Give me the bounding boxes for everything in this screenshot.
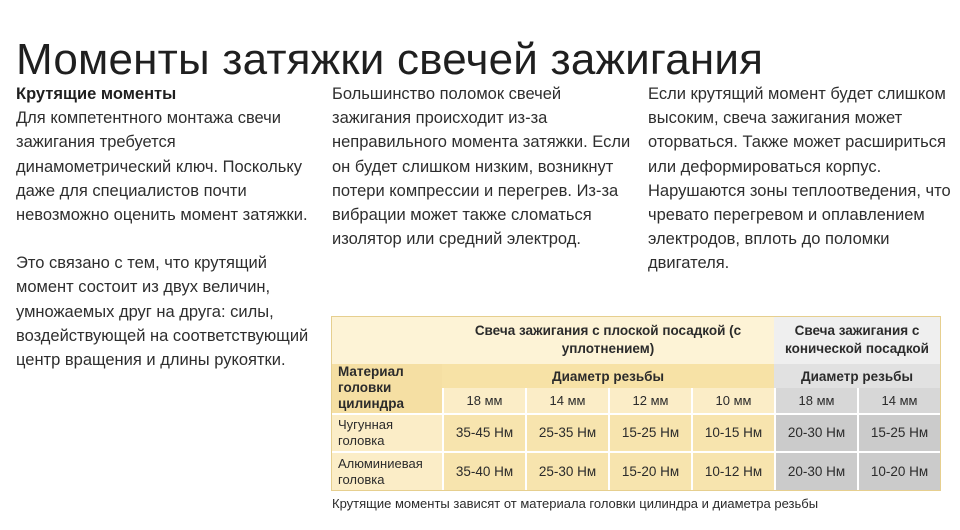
table-cell: 10-15 Нм	[691, 413, 774, 452]
table-row	[332, 413, 940, 452]
table-cell: 15-25 Нм	[608, 413, 691, 452]
paragraph-low-torque: Большинство поломок свечей зажигания происходит из-за неправильного момента затяжки. Если он будет слишком низким, возникнут потери компрессии и перегрев. Из-за вибрации может также сломаться изолятор или средний электрод.	[332, 85, 631, 249]
row-label-aluminium: Алюминиевая головка	[332, 451, 442, 490]
group-header-flat-seat: Свеча зажигания с плоской посадкой (с уплотнением)	[442, 317, 774, 364]
thread-diameter-header-conical: Диаметр резьбы	[774, 364, 940, 388]
page-title: Моменты затяжки свечей зажигания	[16, 35, 764, 85]
table-cell: 10-12 Нм	[691, 451, 774, 490]
column-low-torque	[332, 82, 632, 251]
size-header: 12 мм	[608, 388, 691, 412]
table-cell: 20-30 Нм	[774, 413, 857, 452]
table-caption: Крутящие моменты зависят от материала головки цилиндра и диаметра резьбы	[332, 496, 819, 511]
table-cell: 10-20 Нм	[857, 451, 940, 490]
table-cell: 20-30 Нм	[774, 451, 857, 490]
paragraph-high-torque: Если крутящий момент будет слишком высоким, свеча зажигания может оторваться. Также может расшириться или деформироваться корпус. Нарушаются зоны теплоотведения, что чревато перегревом и оплавлением электродов, вплоть до поломки двигателя.	[648, 85, 951, 273]
section-heading: Крутящие моменты	[16, 85, 177, 103]
table-cell: 15-20 Нм	[608, 451, 691, 490]
column-high-torque	[648, 82, 953, 276]
size-header: 14 мм	[857, 388, 940, 412]
size-header: 18 мм	[774, 388, 857, 412]
table-cell: 35-45 Нм	[442, 413, 525, 452]
table-cell: 25-30 Нм	[525, 451, 608, 490]
table-cell: 35-40 Нм	[442, 451, 525, 490]
table-row	[332, 451, 940, 490]
thread-diameter-header-flat: Диаметр резьбы	[442, 364, 774, 388]
size-header: 18 мм	[442, 388, 525, 412]
table-cell: 15-25 Нм	[857, 413, 940, 452]
table-cell: 25-35 Нм	[525, 413, 608, 452]
paragraph-torque-wrench: Для компетентного монтажа свечи зажигания требуется динамометрический ключ. Поскольку даже для специалистов почти невозможно оценить момент затяжки.	[16, 109, 308, 225]
group-header-conical-seat: Свеча зажигания с конической посадкой	[774, 317, 940, 364]
torque-table	[331, 316, 941, 491]
material-header: Материал головки цилиндра	[332, 364, 442, 413]
paragraph-torque-definition: Это связано с тем, что крутящий момент состоит из двух величин, умножаемых друг на друга: силы, воздействующей на соответствующий центр вращения и длины рукоятки.	[16, 254, 309, 370]
row-label-cast-iron: Чугунная головка	[332, 413, 442, 452]
size-header: 14 мм	[525, 388, 608, 412]
column-torque-intro	[16, 82, 321, 372]
size-header: 10 мм	[691, 388, 774, 412]
